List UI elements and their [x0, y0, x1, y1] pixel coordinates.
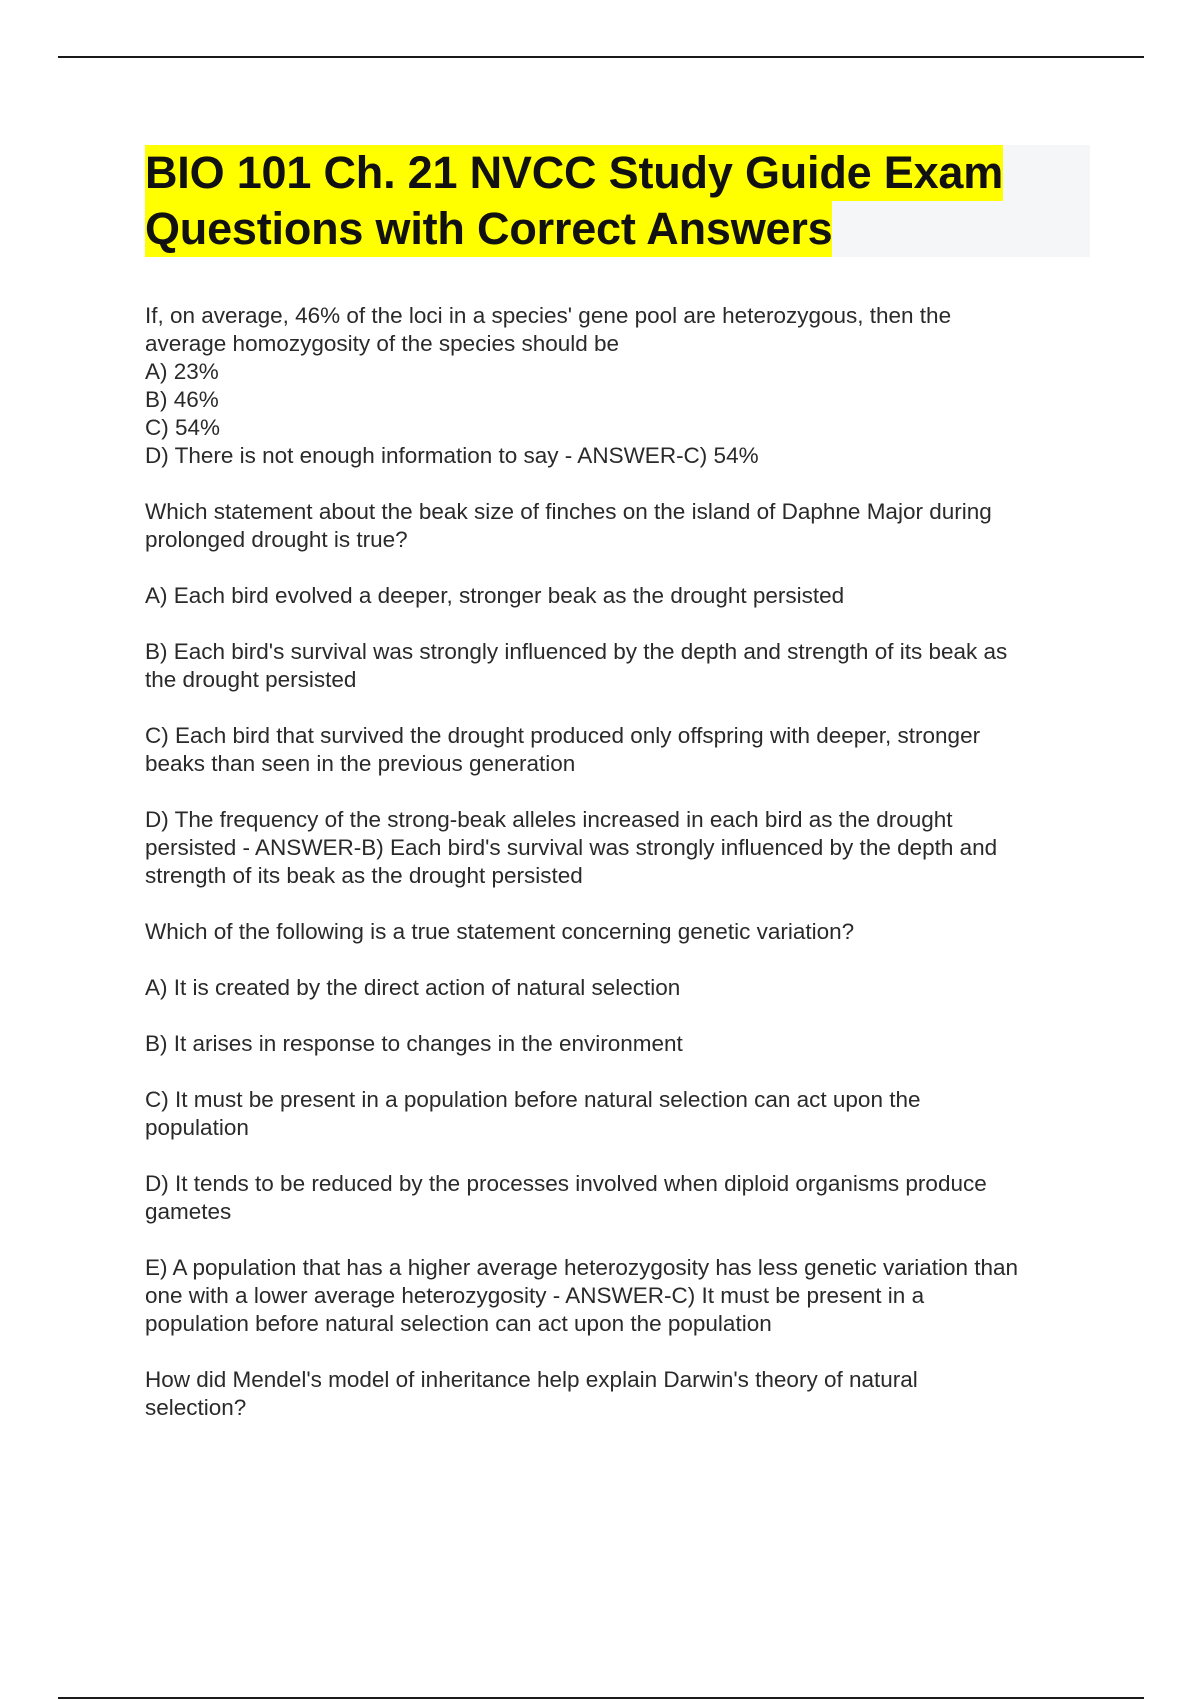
- option-d-with-answer: D) There is not enough information to say - ANSWER-C) 54%: [145, 443, 759, 468]
- question-3-option-a: [145, 974, 1095, 1002]
- question-3-option-e: [145, 1254, 1095, 1338]
- document-title: [145, 145, 1090, 257]
- footer-rule: [58, 1697, 1144, 1699]
- option-b: B) Each bird's survival was strongly influenced by the depth and strength of its beak as: [145, 639, 1008, 664]
- question-stem: How did Mendel's model of inheritance help explain Darwin's theory of natural: [145, 1367, 918, 1392]
- option-c: C) Each bird that survived the drought produced only offspring with deeper, stronger: [145, 723, 981, 748]
- question-2-stem: [145, 498, 1095, 554]
- option-c: C) 54%: [145, 415, 221, 440]
- question-3-option-d: [145, 1170, 1095, 1226]
- question-1: [145, 302, 1095, 470]
- question-3-option-c: [145, 1086, 1095, 1142]
- option-d: gametes: [145, 1199, 232, 1224]
- option-a: A) It is created by the direct action of natural selection: [145, 975, 681, 1000]
- question-stem: Which statement about the beak size of finches on the island of Daphne Major during: [145, 499, 992, 524]
- question-stem: average homozygosity of the species should be: [145, 331, 620, 356]
- option-b: B) 46%: [145, 387, 219, 412]
- option-e-with-answer: population before natural selection can act upon the population: [145, 1311, 772, 1336]
- option-b: B) It arises in response to changes in the environment: [145, 1031, 683, 1056]
- option-d-with-answer: persisted - ANSWER-B) Each bird's survival was strongly influenced by the depth and: [145, 835, 998, 860]
- question-stem: Which of the following is a true statement concerning genetic variation?: [145, 919, 855, 944]
- question-2-option-d: [145, 806, 1095, 890]
- option-d: D) It tends to be reduced by the processes involved when diploid organisms produce: [145, 1171, 987, 1196]
- question-4-stem: [145, 1366, 1095, 1422]
- option-a: A) Each bird evolved a deeper, stronger beak as the drought persisted: [145, 583, 845, 608]
- question-3-option-b: [145, 1030, 1095, 1058]
- question-3-stem: [145, 918, 1095, 946]
- question-2-option-a: [145, 582, 1095, 610]
- option-a: A) 23%: [145, 359, 219, 384]
- header-rule: [58, 56, 1144, 58]
- option-c: population: [145, 1115, 249, 1140]
- option-d-with-answer: D) The frequency of the strong-beak alleles increased in each bird as the drought: [145, 807, 953, 832]
- option-e-with-answer: E) A population that has a higher average heterozygosity has less genetic variation than: [145, 1255, 1019, 1280]
- question-stem: prolonged drought is true?: [145, 527, 408, 552]
- option-d-with-answer: strength of its beak as the drought persisted: [145, 863, 583, 888]
- document-body: [145, 302, 1095, 1422]
- option-c: C) It must be present in a population before natural selection can act upon the: [145, 1087, 921, 1112]
- option-c: beaks than seen in the previous generation: [145, 751, 576, 776]
- question-stem: If, on average, 46% of the loci in a species' gene pool are heterozygous, then the: [145, 303, 952, 328]
- question-stem: selection?: [145, 1395, 247, 1420]
- question-2-option-c: [145, 722, 1095, 778]
- title-line-1: BIO 101 Ch. 21 NVCC Study Guide Exam: [145, 145, 1003, 201]
- title-line-2: Questions with Correct Answers: [145, 201, 832, 257]
- option-e-with-answer: one with a lower average heterozygosity - ANSWER-C) It must be present in a: [145, 1283, 925, 1308]
- question-2-option-b: [145, 638, 1095, 694]
- option-b: the drought persisted: [145, 667, 357, 692]
